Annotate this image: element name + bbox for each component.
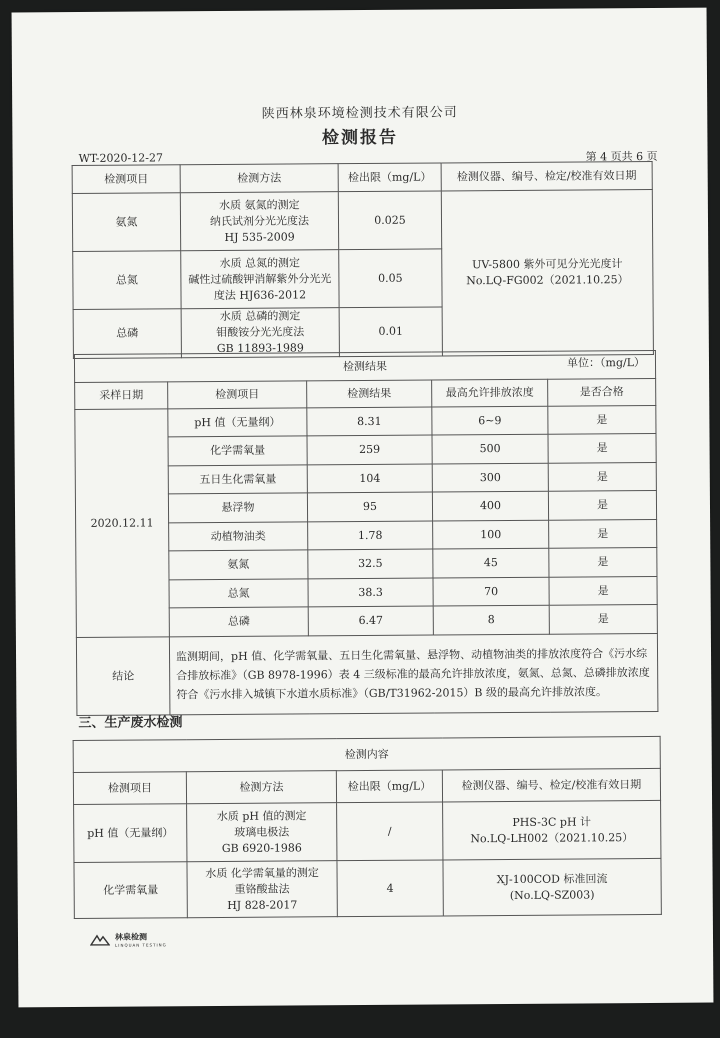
item-cell: 化学需氧量	[168, 436, 307, 466]
report-title: 检测报告	[321, 127, 398, 149]
header-cell: 检出限（mg/L）	[336, 770, 442, 803]
item-cell: 总氮	[169, 579, 308, 608]
result-cell: 104	[307, 464, 432, 493]
method-cell	[180, 192, 338, 251]
results-table	[74, 350, 659, 716]
wastewater-methods-table	[73, 736, 662, 919]
item-cell: 动植物油类	[169, 522, 308, 551]
method-line: 纳氏试剂分光光度法	[209, 213, 310, 228]
header-cell: 检测项目	[72, 165, 180, 194]
pass-cell: 是	[548, 433, 656, 463]
linquan-logo-icon	[90, 934, 110, 946]
limit-cell: 0.05	[339, 249, 442, 308]
item-cell: pH 值（无量纲）	[74, 804, 187, 863]
instrument-line: No.LQ-FG002（2021.10.25）	[466, 273, 629, 288]
results-title-row	[74, 350, 655, 382]
method-line: 水质 pH 值的测定	[216, 808, 307, 823]
limit-cell: 8	[433, 605, 549, 635]
result-cell: 8.31	[307, 407, 432, 436]
method-cell	[181, 250, 339, 309]
header-cell: 最高允许排放浓度	[432, 379, 548, 407]
limit-cell: 100	[433, 520, 549, 549]
item-cell: 总磷	[73, 309, 181, 359]
results-unit: 单位：（mg/L）	[566, 356, 646, 370]
method-cell	[187, 861, 337, 918]
method-line: 水质 总磷的测定	[219, 309, 301, 323]
conclusion-text: 监测期间，pH 值、化学需氧量、五日生化需氧量、悬浮物、动植物油类的排放浓度符合《污水综合排放标准》（GB 8978-1996）表 4 三级标准的最高允许排放浓度，氨氮、总氮、总磷排放浓度符合《污水排入城镇下水道水质标准》（GB/T31962-2015）B 级的最高允许排放浓度。	[169, 633, 658, 714]
method-line: 水质 总氮的测定	[219, 255, 301, 270]
method-line: HJ 535-2009	[224, 229, 295, 244]
header-cell: 检测仪器、编号、检定/校准有效日期	[441, 161, 652, 190]
method-cell	[187, 803, 337, 862]
pass-cell: 是	[549, 519, 657, 548]
limit-cell: 70	[433, 577, 549, 606]
limit-cell: 6~9	[432, 406, 548, 435]
sampling-date-cell: 2020.12.11	[75, 409, 170, 638]
company-name: 陕西林泉环境检测技术有限公司	[261, 105, 458, 122]
document-number: WT-2020-12-27	[78, 151, 163, 165]
method-line: GB 11893-1989	[216, 341, 304, 356]
limit-cell: /	[337, 802, 443, 861]
pass-cell: 是	[549, 604, 657, 634]
header-cell: 检出限（mg/L）	[338, 163, 441, 192]
results-title: 检测结果	[342, 359, 388, 373]
logo-cn-text: 林泉检测	[114, 932, 148, 942]
limit-cell: 45	[433, 548, 549, 578]
header-cell: 检测项目	[168, 381, 307, 409]
header-cell: 检测结果	[307, 380, 432, 408]
results-header-row	[75, 378, 656, 409]
method-line: 水质 氨氮的测定	[219, 197, 300, 212]
result-cell: 95	[307, 492, 432, 522]
instrument-line: (No.LQ-SZ003)	[509, 887, 595, 902]
header-cell: 采样日期	[75, 382, 168, 410]
method-line: 水质 化学需氧量的测定	[205, 865, 319, 880]
wastewater-header-row	[73, 768, 660, 804]
pass-cell: 是	[548, 405, 656, 434]
header-cell: 检测仪器、编号、检定/校准有效日期	[442, 768, 660, 802]
method-line: 重铬酸盐法	[234, 882, 290, 896]
method-line: GB 6920-1986	[221, 840, 302, 855]
limit-cell: 300	[432, 463, 548, 492]
section-title: 三、生产废水检测	[78, 715, 183, 731]
table-row	[74, 858, 661, 918]
results-title-cell	[74, 350, 655, 382]
header-cell: 是否合格	[548, 378, 656, 406]
instrument-line: No.LQ-LH002（2021.10.25）	[470, 830, 634, 845]
report-page	[12, 8, 714, 1008]
limit-cell: 0.01	[339, 307, 442, 357]
result-cell: 32.5	[308, 549, 433, 579]
item-cell: 氨氮	[169, 550, 308, 580]
instrument-line: PHS-3C pH 计	[512, 814, 592, 829]
header-cell: 检测方法	[186, 771, 336, 804]
pass-cell: 是	[548, 490, 656, 520]
instrument-line: UV-5800 紫外可见分光光度计	[472, 257, 623, 272]
limit-cell: 400	[432, 491, 548, 521]
page-number: 第 4 页共 6 页	[585, 149, 658, 164]
item-cell: pH 值（无量纲）	[168, 408, 307, 437]
method-line: 度法 HJ636-2012	[213, 287, 307, 302]
result-cell: 38.3	[308, 578, 433, 607]
result-cell: 259	[307, 435, 432, 465]
limit-cell: 0.025	[338, 191, 441, 250]
table-row	[74, 800, 661, 862]
limit-cell: 500	[432, 434, 548, 464]
item-cell: 氨氮	[72, 193, 180, 252]
pass-cell: 是	[549, 547, 657, 577]
pass-cell: 是	[548, 462, 656, 491]
result-cell: 1.78	[308, 521, 433, 550]
logo-text	[115, 931, 167, 947]
method-cell	[181, 308, 339, 358]
method-line: 碱性过硫酸钾消解紫外分光光	[188, 271, 332, 286]
item-cell: 总磷	[169, 607, 308, 637]
logo-en-text: LINQUAN TESTING	[115, 942, 167, 948]
item-cell: 悬浮物	[168, 493, 307, 523]
method-line: 玻璃电极法	[234, 825, 290, 839]
method-line: HJ 828-2017	[227, 897, 298, 912]
instrument-cell	[441, 189, 653, 355]
conclusion-row	[76, 633, 658, 715]
content-title: 检测内容	[73, 736, 660, 772]
limit-cell: 4	[337, 860, 443, 917]
methods-table	[72, 161, 654, 359]
result-cell: 6.47	[308, 606, 433, 636]
instrument-cell	[443, 800, 661, 860]
methods-header-row	[72, 161, 652, 193]
method-line: 钼酸铵分光光度法	[216, 325, 305, 340]
footer-logo	[90, 931, 167, 948]
pass-cell: 是	[549, 576, 657, 605]
item-cell: 化学需氧量	[74, 862, 187, 919]
table-row	[75, 405, 656, 437]
conclusion-label: 结论	[76, 637, 170, 716]
header-cell: 检测方法	[180, 164, 338, 193]
instrument-line: XJ-100COD 标准回流	[496, 871, 608, 886]
item-cell: 五日生化需氧量	[168, 465, 307, 494]
content-title-row	[73, 736, 660, 772]
table-row	[72, 189, 652, 251]
item-cell: 总氮	[73, 251, 181, 310]
instrument-cell	[443, 858, 661, 916]
header-cell: 检测项目	[73, 772, 186, 805]
